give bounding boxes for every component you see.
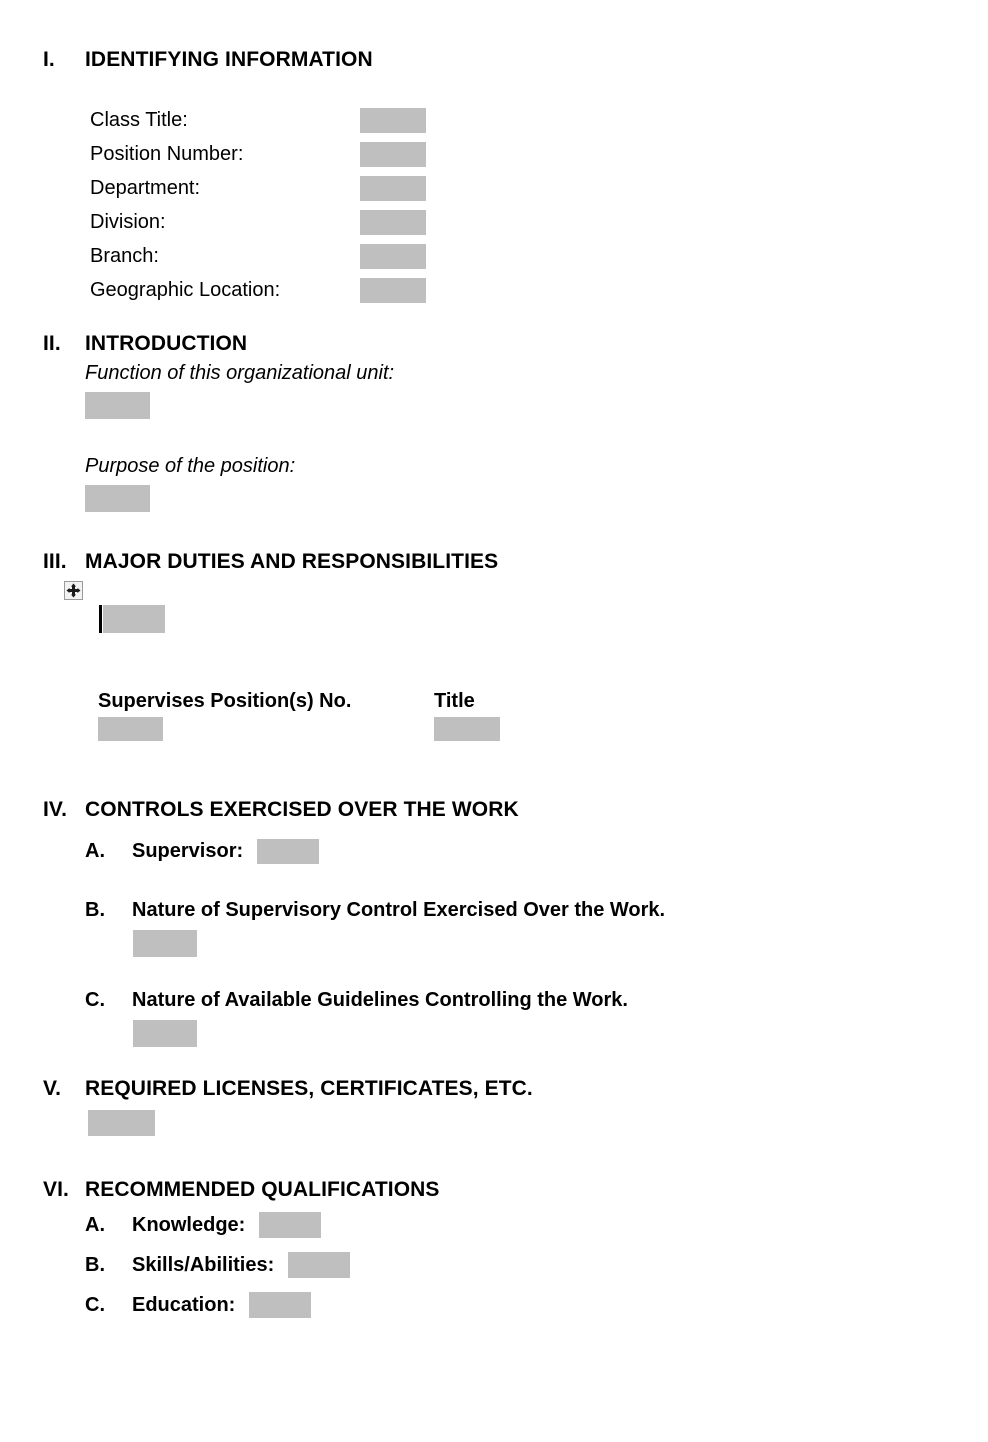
redacted-value-purpose-of-position (85, 485, 150, 512)
sub-letter-c: C. (85, 989, 105, 1011)
field-label-department: Department: (90, 176, 201, 199)
section-numeral: II. (43, 332, 61, 355)
column-header-supervises-position-no: Supervises Position(s) No. (98, 690, 352, 712)
text-caret (99, 605, 102, 633)
redacted-value-nature-supervisory-control (133, 930, 197, 957)
section-numeral: III. (43, 550, 67, 573)
field-label-geographic-location: Geographic Location: (90, 278, 281, 301)
field-label-class-title: Class Title: (90, 108, 188, 131)
sub-label-knowledge: Knowledge: (132, 1213, 246, 1236)
qualifications-item-b (85, 1252, 350, 1278)
section-heading (43, 48, 373, 72)
section-title: RECOMMENDED QUALIFICATIONS (85, 1178, 440, 1201)
redacted-value-required-licenses (88, 1110, 155, 1136)
section-title: INTRODUCTION (85, 332, 248, 355)
field-row (90, 171, 426, 205)
section-controls-exercised (43, 798, 519, 822)
redacted-cell-title (434, 717, 500, 741)
section-numeral: IV. (43, 798, 68, 821)
introduction-purpose-block (85, 455, 295, 512)
column-header-title: Title (434, 690, 475, 712)
redacted-value-major-duties (103, 605, 165, 633)
introduction-function-block (85, 362, 394, 419)
redacted-value-branch (360, 244, 426, 269)
table-row (98, 717, 500, 741)
sub-label-nature-supervisory-control: Nature of Supervisory Control Exercised Over the Work. (132, 899, 666, 921)
redacted-value-position-number (360, 142, 426, 167)
redacted-value-skills-abilities (288, 1252, 350, 1278)
redacted-value-department (360, 176, 426, 201)
field-row (90, 103, 426, 137)
redacted-value-geographic-location (360, 278, 426, 303)
supervises-table (98, 690, 500, 741)
major-duties-content (103, 605, 165, 633)
section-introduction (43, 332, 247, 356)
sub-letter-a: A. (85, 840, 105, 862)
redacted-value-nature-available-guidelines (133, 1020, 197, 1047)
section-numeral: I. (43, 48, 55, 71)
section-title: IDENTIFYING INFORMATION (85, 48, 373, 71)
field-row (90, 239, 426, 273)
sub-letter-c: C. (85, 1293, 105, 1316)
sub-letter-b: B. (85, 899, 105, 921)
section-recommended-qualifications (43, 1178, 440, 1202)
controls-item-a (85, 839, 319, 864)
section-heading (43, 1077, 533, 1101)
field-label-position-number: Position Number: (90, 142, 244, 165)
field-label-branch: Branch: (90, 244, 159, 267)
qualifications-item-a (85, 1212, 321, 1238)
section-title: MAJOR DUTIES AND RESPONSIBILITIES (85, 550, 499, 573)
sub-letter-b: B. (85, 1253, 105, 1276)
field-row (90, 205, 426, 239)
identifying-information-fields (90, 103, 426, 307)
field-row (90, 273, 426, 307)
redacted-value-education (249, 1292, 311, 1318)
sub-label-education: Education: (132, 1293, 236, 1316)
section-heading (43, 798, 519, 822)
redacted-value-class-title (360, 108, 426, 133)
table-header-row (98, 690, 500, 713)
section-major-duties (43, 550, 498, 574)
subhead-function-of-unit: Function of this organizational unit: (85, 362, 395, 384)
sub-letter-a: A. (85, 1213, 105, 1236)
redacted-value-function-of-unit (85, 392, 150, 419)
redacted-cell-position-no (98, 717, 163, 741)
section-title: CONTROLS EXERCISED OVER THE WORK (85, 798, 519, 821)
qualifications-item-c (85, 1292, 311, 1318)
sub-label-supervisor: Supervisor: (132, 840, 244, 862)
section-title: REQUIRED LICENSES, CERTIFICATES, ETC. (85, 1077, 533, 1100)
section-identifying-information (43, 48, 373, 72)
required-licenses-content (88, 1110, 155, 1136)
sub-label-nature-available-guidelines: Nature of Available Guidelines Controlling the Work. (132, 989, 628, 1011)
controls-item-b (85, 899, 679, 957)
sub-label-skills-abilities: Skills/Abilities: (132, 1253, 275, 1276)
controls-item-c (85, 989, 642, 1047)
subhead-purpose-of-position: Purpose of the position: (85, 455, 296, 477)
redacted-value-knowledge (259, 1212, 321, 1238)
field-label-division: Division: (90, 210, 166, 233)
section-numeral: VI. (43, 1178, 69, 1201)
section-numeral: V. (43, 1077, 62, 1100)
section-required-licenses (43, 1077, 533, 1101)
section-heading (43, 1178, 440, 1202)
table-move-handle-icon[interactable] (64, 581, 83, 600)
redacted-value-division (360, 210, 426, 235)
redacted-value-supervisor (257, 839, 319, 864)
field-row (90, 137, 426, 171)
section-heading (43, 550, 498, 574)
section-heading (43, 332, 247, 356)
